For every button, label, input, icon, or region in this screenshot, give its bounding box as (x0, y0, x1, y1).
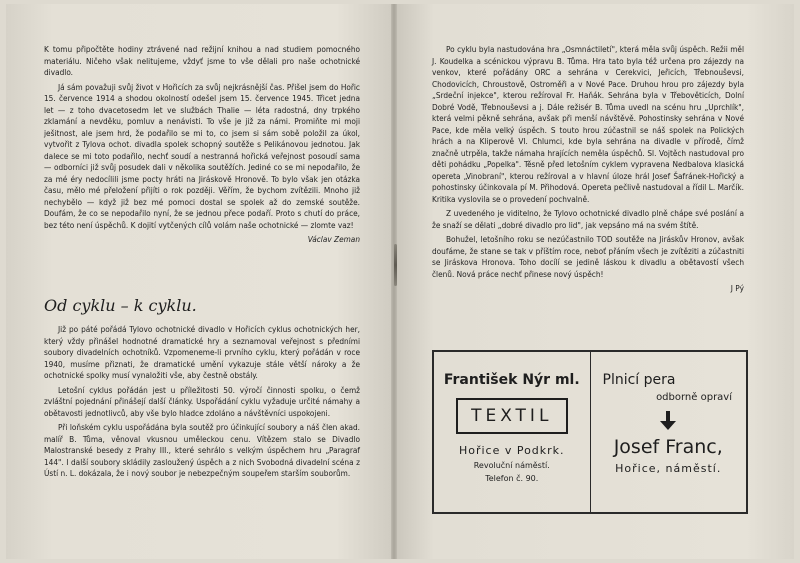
shop-owner-name: František Nýr ml. (443, 372, 580, 388)
signature-line (432, 283, 744, 295)
shop-phone: Telefon č. 90. (485, 474, 539, 483)
paragraph: K tomu připočtěte hodiny ztrávené nad režijní knihou a nad studiem pomocného materiálu. Ničeho však nelitujeme, vždyť jsme to vše dělali pro naše ochotnické divadlo. (44, 44, 360, 77)
author-initials: J Pý (730, 283, 744, 293)
signature-line (44, 234, 360, 246)
shop-town: Hořice v Podkrk. (458, 444, 565, 457)
paragraph: Letošní cyklus pořádán jest u příležitosti 50. výročí činnosti spolku, o čemž zvláštní pojednání přinášejí další články. Uspořádání cyklu vyžaduje určité námahy a obětavosti jednotlivců, aby vše bylo hladce zdoláno a návštěvníci uspokojeni. (44, 384, 360, 418)
paragraph: Již po páté pořádá Tylovo ochotnické divadlo v Hořicích cyklus ochotnických her, který vždy přinášel hodnotné dramatické hry a seznamoval veřejnost s předními soubory divadelních ochotníků. Vzpomeneme-li prvního cyklu, který pořádán v roce 1940, musíme přiznati, že dramatické umění vykazuje stále větší nároky a že ochotnické spolky musí vynaložiti vše, aby čestně obstály. (44, 324, 360, 380)
repairer-town: Hořice, náměstí. (615, 462, 722, 475)
paragraph: Při loňském cyklu uspořádána byla soutěž pro účinkující soubory a náš člen akad. malíř B. Tůma, věnoval vkusnou uměleckou cenu. Vítězem stalo se Divadlo Malostranské besedy z Prahy III., které sehrálo s velkým úspěchem hru „Paragraf 144". I další soubory skládily zasloužený úspěch a z nich Svobodná divadelní scéna z Ústí n. L. dokázala, že i nový soubor je nebezpečným soupeřem starším souborům. (44, 422, 360, 478)
author-signature: Václav Zeman (307, 234, 360, 244)
repairer-name: Josef Franc, (613, 436, 723, 458)
pen-ad-subtitle: odborně opraví (656, 392, 732, 403)
left-article-cycle (44, 324, 360, 483)
pen-ad-title: Plnicí pera (602, 372, 676, 388)
pen-repair-ad (590, 352, 747, 512)
right-article-season (432, 44, 744, 295)
arrow-down-icon (660, 411, 676, 430)
textile-ad (434, 352, 590, 512)
left-article-recollection (44, 44, 360, 246)
paragraph: Bohužel, letošního roku se nezúčastnilo TOD soutěže na Jiráskův Hronov, avšak doufáme, že stane se tak v příštím roce, neboť přáním všech je zvítěziti a zúčastniti se Jiráskova Hronova. Toho docílí se jedině láskou k divadlu a obětavostí všech členů. Nová práce nechť přinese nový úspěch! (432, 234, 744, 279)
advertisement-box (432, 350, 748, 514)
paragraph: Já sám považuji svůj život v Hořicích za svůj nejkrásnější čas. Přišel jsem do Hořic 15. července 1914 a shodou okolností odešel jsem 15. července 1945. Třicet jedna let — z toho dvacetosedm let ve službách Thalie — léta radostná, dny trpkého zklamání a nevděku, pomluv a nenávisti. To vše je již za námi. Promiňte mi moji ješitnost, ale jsem hrd, že podařilo se mi to, co jsem si sám sobě položil za úkol, vytvořit z Tylova ochot. divadla spolek schopný soutěže s Pelikánovou jednotou. Jak dalece se mi toto podařilo, nechť soudí a nestranná hořická veřejnost posoudí sama — odborníci již svůj posudek dali v několika soutěžích. Jediné co se mi nepodařilo, že za mé éry nedocílili jsme pocty hráti na Jiráskově Hronově. To bylo však jen otázka času, mělo mé přeložení přijíti o rok později. Věřím, že bychom zvítězili. Mnoho již nechybělo — když již bez mé pomoci dostal se spolek až do zemské soutěže. Doufám, že co se nepodařilo nyní, že se jednou přece podaří. Proto s chutí do práce, bez této není úspěchů. K dojití vytčených cílů volám naše ochotnické — zlomte vaz! (44, 81, 360, 230)
textil-label: TEXTIL (456, 398, 568, 434)
paragraph: Z uvedeného je viditelno, že Tylovo ochotnické divadlo plně chápe své poslání a že snaží se dělati „dobré divadlo pro lid", jak vepsáno má na svém štítě. (432, 208, 744, 230)
paragraph: Po cyklu byla nastudována hra „Osmnáctiletí", která měla svůj úspěch. Režii měl J. Koudelka a scénickou výpravu B. Tůma. Hra tato byla též určena pro zájezdy na venkov, které pořádány ORC a sehrána v Cerekvici, Jeřicích, Třebnouševsi, Chodovicích, Chroustově, Ostroměři a v Nové Pace. Druhou hrou pro zájezdy byla „Srdeční injekce", kterou režíroval Fr. Haňák. Sehrána byla v Třebověticích, Dolní Dobré Vodě, Třebnouševsi a j. Dále režisér B. Tůma uvedl na scénu hru „Uprchlík", která velmi pěkně sehrána, avšak při menší návštěvě. Pohostinsky sehrána v Nové Pace, kde měla velký úspěch. S touto hrou zúčastnil se náš spolek na Polických hrách a na Kliperově VI. Chlumci, kde byla sehrána na divadle v přírodě, čímž značně utrpěla, takže námaha hrajících neměla úspěchů. Sl. Vojtěch nastudoval pro děti pohádku „Popelka". Těsně před letošním cyklem vypravena Nedbalova klasická opereta „Vinobraní", kterou režíroval a v hlavní úloze hrál Josef Šafránek-Hořický a pohostinsky účinkovala pí M. Přihodová. Opereta pečlivě nastudoval a řídil L. Marčík. Kritika vyslovila se o provedení pochvalně. (432, 44, 744, 204)
shop-address: Revoluční náměstí. (473, 461, 550, 470)
staple (394, 244, 397, 286)
section-heading: Od cyklu – k cyklu. (44, 296, 197, 315)
